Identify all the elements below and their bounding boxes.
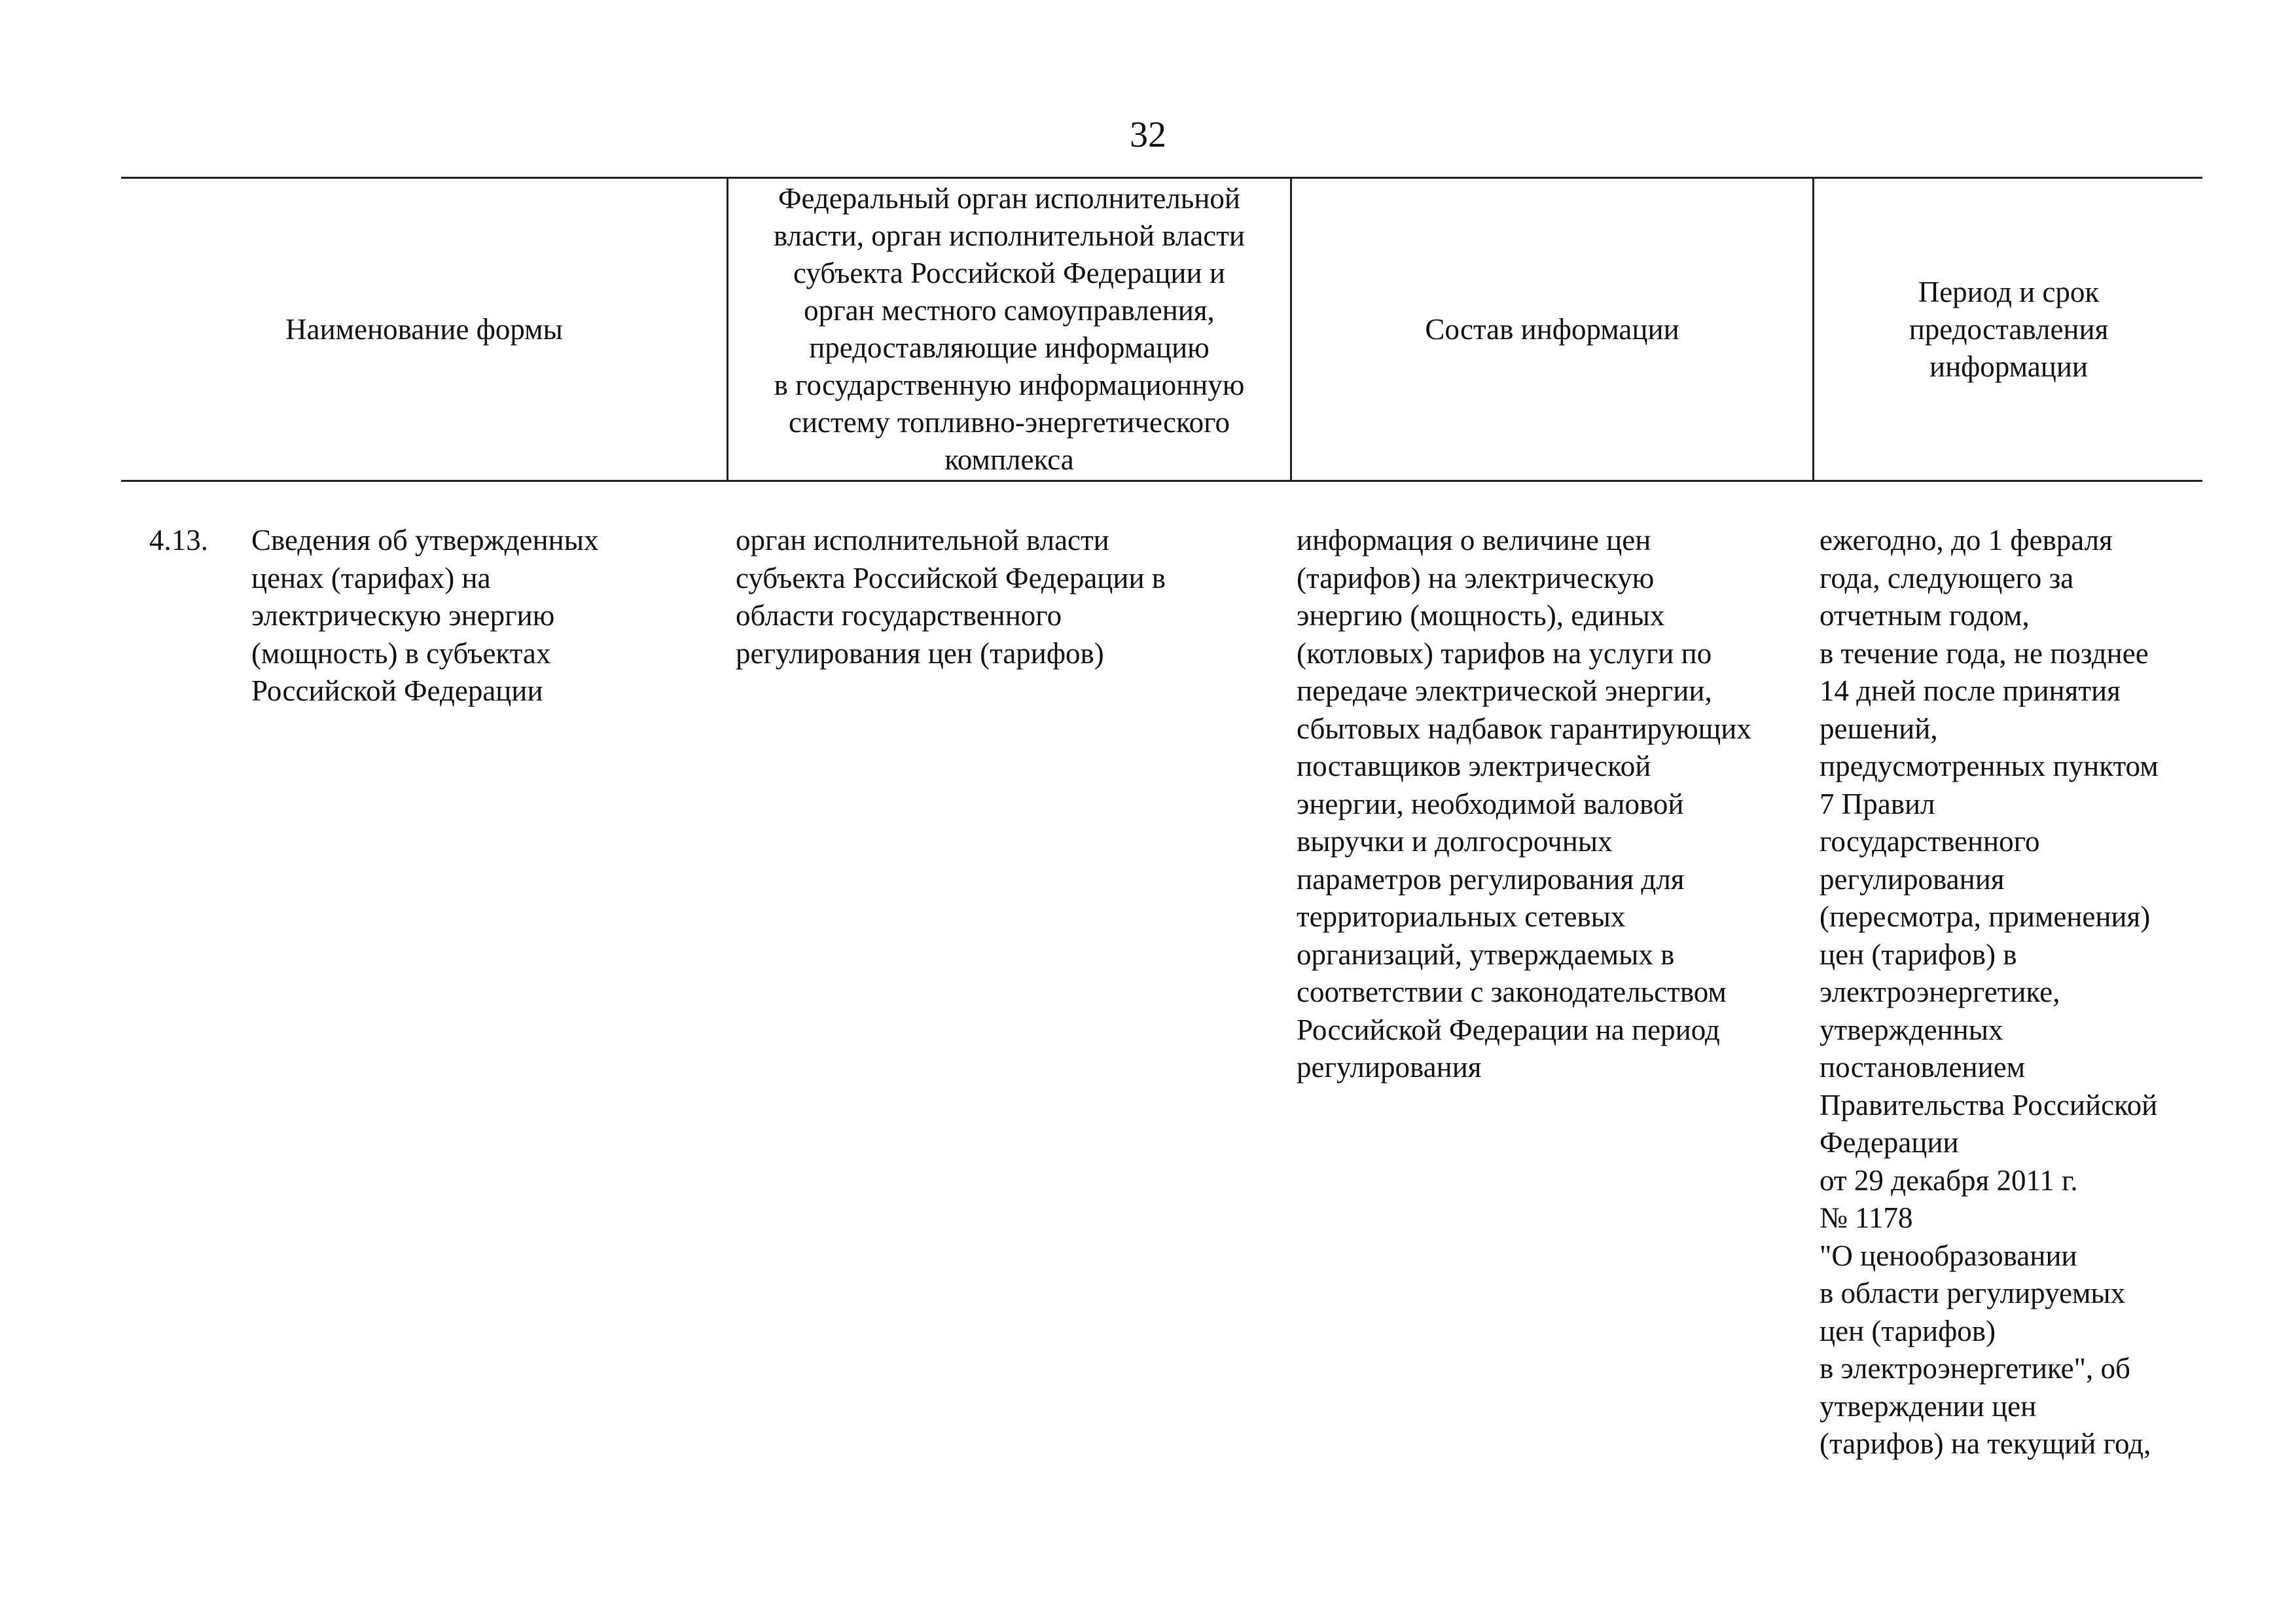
row-number: 4.13. bbox=[149, 524, 208, 556]
row-authority: орган исполнительной власти субъекта Российской Федерации в области государственного регулирования цен (тарифов) bbox=[736, 524, 1166, 670]
header-info bbox=[1293, 179, 1812, 480]
header-bottom-rule bbox=[121, 480, 2202, 482]
header-authority bbox=[729, 179, 1289, 480]
column-divider bbox=[726, 178, 728, 481]
header-form-name-text: Наименование формы bbox=[285, 312, 563, 346]
column-divider bbox=[1290, 178, 1292, 481]
row-period: ежегодно, до 1 февраля года, следующего за отчетным годом, в течение года, не позднее 14 дней после принятия решений, предусмотренных пунктом 7 Правил государственного регулирования (пересмотра, применения) цен (тарифов) в электроэнергетике, утвержденных постановлением Правительства Российской Федерации от 29 декабря 2011 г. № 1178 "О ценообразовании в области регулируемых цен (тарифов) в электроэнергетике", об утверждении цен (тарифов) на текущий год, bbox=[1820, 524, 2159, 1460]
header-period bbox=[1815, 179, 2202, 480]
header-period-text: Период и срок предоставления информации bbox=[1909, 275, 2109, 383]
row-info: информация о величине цен (тарифов) на электрическую энергию (мощность), единых (котловых) тарифов на услуги по передаче электрической энергии, сбытовых надбавок гарантирующих поставщиков электрической энергии, необходимой валовой выручки и долгосрочных параметров регулирования для территориальных сетевых организаций, утверждаемых в соответствии с законодательством Российской Федерации на период регулирования bbox=[1297, 524, 1751, 1084]
row-form-name: Сведения об утвержденных ценах (тарифах) на электрическую энергию (мощность) в субъектах Российской Федерации bbox=[251, 524, 599, 707]
page-number: 32 bbox=[1130, 115, 1166, 155]
header-form-name bbox=[124, 179, 724, 480]
header-authority-text: Федеральный орган исполнительной власти, орган исполнительной власти субъекта Российской Федерации и орган местного самоуправления, предоставляющие информацию в государственную информационную систему топливно-энергетического комплекса bbox=[773, 182, 1246, 476]
header-info-text: Состав информации bbox=[1425, 312, 1679, 346]
column-divider bbox=[1812, 178, 1814, 481]
